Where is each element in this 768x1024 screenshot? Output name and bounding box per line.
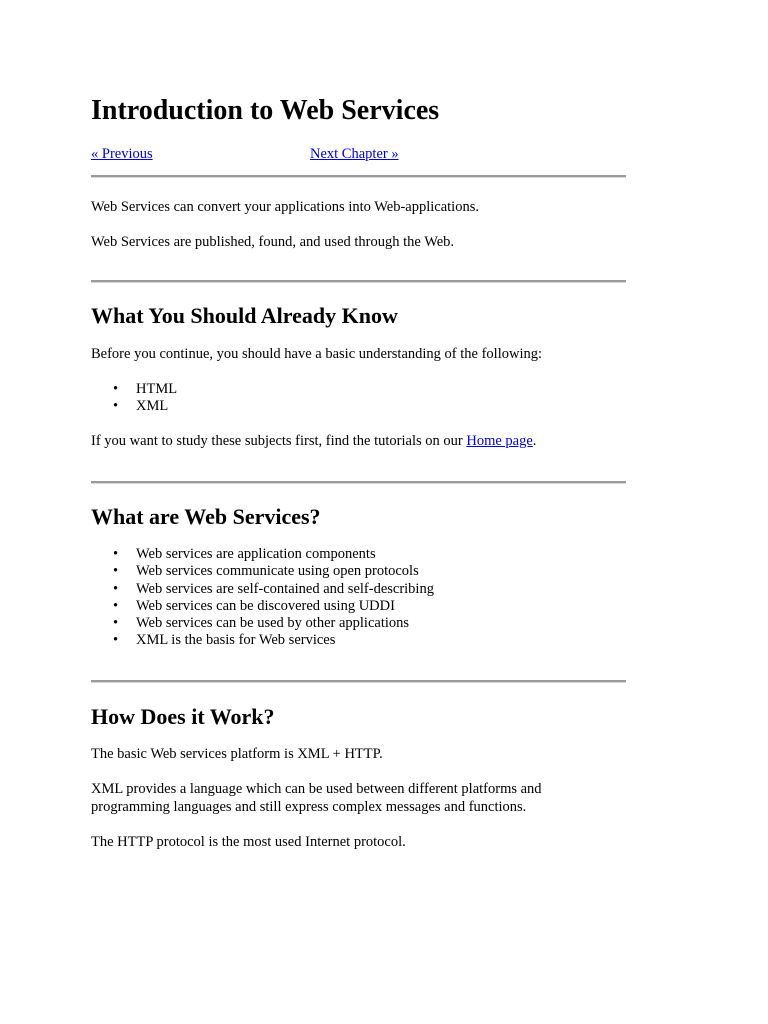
section-heading-how-it-works: How Does it Work?: [91, 704, 275, 729]
list-item: • XML: [113, 398, 169, 415]
divider: [91, 481, 626, 484]
next-chapter-link[interactable]: Next Chapter »: [310, 146, 399, 162]
web-services-list: [91, 546, 434, 650]
page-title: Introduction to Web Services: [91, 95, 440, 126]
list-item: • Web services communicate using open protocols: [113, 563, 419, 580]
home-page-link[interactable]: Home page: [466, 433, 533, 449]
divider: [91, 175, 626, 178]
list-item: • Web services can be discovered using UDDI: [113, 597, 395, 614]
study-paragraph: If you want to study these subjects first, find the tutorials on our Home page.: [91, 433, 537, 449]
bullet-icon: •: [113, 597, 119, 614]
prerequisites-list: [91, 381, 177, 416]
list-item: • Web services are application components: [113, 546, 376, 562]
bullet-icon: •: [113, 615, 119, 632]
list-item: • Web services are self-contained and self-describing: [113, 580, 434, 597]
list-item: • Web services can be used by other applications: [113, 615, 410, 632]
intro-paragraph-2: Web Services are published, found, and used through the Web.: [91, 234, 455, 250]
previous-link[interactable]: « Previous: [91, 146, 153, 162]
how-paragraph-3: The HTTP protocol is the most used Internet protocol.: [91, 834, 406, 850]
bullet-icon: •: [113, 546, 119, 562]
section-heading-prerequisites: What You Should Already Know: [91, 303, 398, 328]
bullet-icon: •: [113, 580, 119, 597]
intro-paragraph-1: Web Services can convert your applications into Web-applications.: [91, 199, 479, 215]
list-item: • XML is the basis for Web services: [113, 632, 336, 649]
list-item: • HTML: [113, 381, 178, 397]
bullet-icon: •: [113, 381, 119, 397]
how-paragraph-2-line-2: programming languages and still express complex messages and functions.: [91, 799, 527, 815]
section-heading-what-are: What are Web Services?: [91, 504, 321, 529]
prerequisites-lead: Before you continue, you should have a basic understanding of the following:: [91, 346, 543, 362]
how-paragraph-2-line-1: XML provides a language which can be used between different platforms and: [91, 781, 542, 797]
bullet-icon: •: [113, 398, 119, 415]
divider: [91, 680, 626, 683]
bullet-icon: •: [113, 563, 119, 580]
divider: [91, 280, 626, 283]
how-paragraph-1: The basic Web services platform is XML + HTTP.: [91, 746, 383, 762]
bullet-icon: •: [113, 632, 119, 649]
